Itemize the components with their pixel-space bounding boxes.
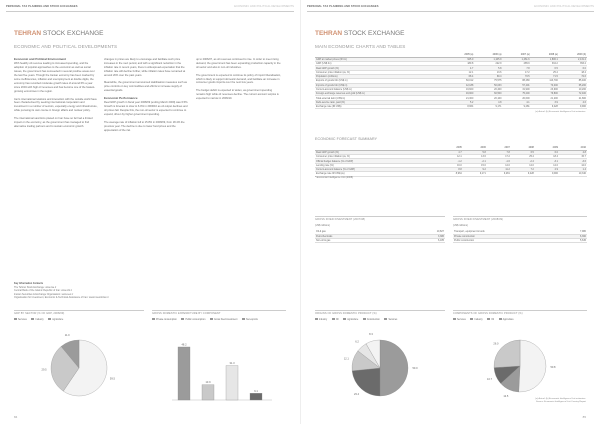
table-header-cell: 2009 bbox=[535, 146, 559, 150]
table-cell: 6.0 bbox=[535, 150, 559, 154]
bar-value-label: 13.9 bbox=[205, 381, 211, 385]
table-header-cell: 2010 bbox=[559, 146, 587, 150]
figure-title: ORIGINS OF GROSS DOMESTIC PRODUCT (%) bbox=[315, 312, 377, 315]
table-cell: 18.4 bbox=[535, 155, 559, 159]
table-cell: 88,480 bbox=[502, 79, 530, 83]
table-cell: 925.0 bbox=[446, 57, 474, 61]
forecast-title: ECONOMIC FORECAST SUMMARY bbox=[315, 137, 378, 141]
paragraph: up to 2006/07, as oil revenues continued to rise. In order to meet rising demand, the government has been expanding production capacity in the oil sector and also in non-oil industries. bbox=[196, 58, 281, 69]
table-cell: 189.8 bbox=[446, 62, 474, 66]
legend-label: Gross fixed investment bbox=[214, 318, 238, 321]
table-cell: -1.2 bbox=[439, 159, 463, 163]
bar bbox=[178, 347, 190, 400]
table-cell: 8,964 bbox=[439, 172, 463, 176]
table-cell: 20,400 bbox=[474, 87, 502, 91]
table-cell: 4.8 bbox=[474, 100, 502, 104]
pie-chart bbox=[14, 328, 144, 408]
pie-slice-label: 12.5 bbox=[503, 394, 509, 398]
table-cell: Current-account balance (% of GDP) bbox=[315, 167, 439, 171]
legend-label: Industry bbox=[35, 318, 44, 321]
figure-legend bbox=[152, 318, 286, 321]
table-cell: 60,012 bbox=[446, 79, 474, 83]
key-information-line: The Tehran Stock Exchange: www.tse.ir bbox=[14, 285, 57, 289]
table-cell: 21,800 bbox=[559, 96, 587, 100]
table-cell: Exchange rate (IR:US$) bbox=[315, 105, 446, 109]
table-cell: 15.7 bbox=[559, 155, 587, 159]
table-cell: 12.0 bbox=[535, 163, 559, 167]
table-cell: 10,340 bbox=[559, 172, 587, 176]
table-cell: 17.2 bbox=[487, 155, 511, 159]
bar bbox=[250, 393, 262, 400]
table-cell: 2.9 bbox=[535, 167, 559, 171]
table-cell: 6,360 bbox=[561, 234, 587, 238]
small-table-unit: (US$ millions) bbox=[315, 224, 330, 227]
legend-swatch bbox=[31, 318, 34, 320]
page-title bbox=[14, 30, 103, 37]
table-cell: Imports of goods fob (US$ m) bbox=[315, 83, 446, 87]
economic-indicators-table bbox=[315, 53, 587, 109]
table-cell: 31,900 bbox=[502, 87, 530, 91]
page-number: 84 bbox=[14, 415, 18, 419]
table-cell: Consumer price inflation (av, %) bbox=[315, 155, 439, 159]
table-cell: 9,281 bbox=[487, 172, 511, 176]
paragraph: changes in prices are likely to encourage and facilitate such price increases in the next period, and with a significant reduction in the inflation rate in recent years, there is widespread expectation that the inflation rate will decline further, while inflation rates have remained at around 20% over the past years. bbox=[104, 58, 186, 77]
source-note: (a) Actual. (b) Economist Intelligence Unit estimates. Source: Economist Intelligence Unit Country Report bbox=[535, 398, 586, 404]
header-rule bbox=[6, 11, 294, 12]
paragraph: The budget deficit is expected to widen, as government spending remains high while oil revenues decline. The current account surplus is expected to narrow in 2009/10. bbox=[196, 89, 279, 101]
table-cell: 1.4 bbox=[559, 167, 587, 171]
column-heading: Economic Performance bbox=[104, 96, 138, 101]
table-cell: 9,428 bbox=[511, 172, 535, 176]
figure-rule bbox=[453, 216, 587, 217]
page-number: 85 bbox=[582, 415, 586, 419]
table-cell: Transport, equipment & tools bbox=[453, 230, 561, 234]
pie-slice bbox=[352, 368, 380, 396]
legend-swatch bbox=[48, 318, 51, 320]
figure-title: GROSS DOMESTIC EXPENDITURE BY COMPONENT bbox=[152, 312, 221, 315]
pie-slice-label: 23.4 bbox=[353, 392, 360, 396]
table-cell: 46,900 bbox=[446, 92, 474, 96]
column-heading: Economic and Political Environment bbox=[14, 57, 67, 61]
pie-slice-label: 10.7 bbox=[487, 377, 493, 381]
bar bbox=[202, 385, 214, 400]
figure-legend bbox=[453, 318, 587, 321]
table-cell: Exports of goods fob (US$ m) bbox=[315, 79, 446, 83]
table-cell: 12.1 bbox=[446, 70, 474, 74]
legend-swatch bbox=[332, 318, 335, 320]
legend-swatch bbox=[499, 318, 502, 320]
running-header-title: PERSONAL TAX PLANNING AND STOCK EXCHANGES bbox=[307, 5, 379, 8]
table-cell: 50,033 bbox=[474, 83, 502, 87]
table-source: (a) Actual. (b) Economist Intelligence Unit estimates. bbox=[535, 111, 586, 113]
page-title-rest: STOCK EXCHANGE bbox=[342, 30, 405, 37]
legend-label: Services bbox=[388, 318, 398, 321]
table-cell: 12.1 bbox=[439, 155, 463, 159]
key-information-line: Central Bank of the Islamic Republic of Iran: www.cbi.ir bbox=[14, 289, 73, 293]
pie-chart bbox=[315, 330, 445, 406]
page-title bbox=[315, 30, 404, 37]
table-cell: 7.8 bbox=[487, 150, 511, 154]
header-rule bbox=[307, 11, 594, 12]
table-header-cell: 2008 bbox=[511, 146, 535, 150]
table-cell: Private construction bbox=[453, 234, 561, 238]
running-header-section: ECONOMIC AND POLITICAL DEVELOPMENTS bbox=[234, 5, 294, 8]
table-row bbox=[315, 172, 587, 176]
legend-swatch bbox=[181, 318, 184, 320]
legend-swatch bbox=[242, 318, 245, 320]
legend-swatch bbox=[363, 318, 366, 320]
table-cell: 75,200 bbox=[502, 92, 530, 96]
paragraph: The international sanctions placed on Iran have so far had a limited impact on the economy, as the government has managed to find alternative trading partners and to sustain economic growth. bbox=[14, 117, 93, 128]
table-cell: 353.2 bbox=[559, 62, 587, 66]
figure-rule bbox=[453, 310, 587, 311]
table-cell: -3.6 bbox=[559, 159, 587, 163]
table-cell: 17.2 bbox=[502, 70, 530, 74]
table-cell: 42,188 bbox=[446, 83, 474, 87]
table-cell: Lending rate (%) bbox=[315, 163, 439, 167]
legend-label: Agriculture bbox=[52, 318, 64, 321]
table-header-cell: 2007 bbox=[487, 146, 511, 150]
table-cell: 7,980 bbox=[561, 230, 587, 234]
table-cell: 60,500 bbox=[474, 92, 502, 96]
table-cell: 5,645 bbox=[561, 239, 587, 243]
table-cell: 9,428 bbox=[531, 105, 559, 109]
table-cell: Total external debt (US$ m) bbox=[315, 96, 446, 100]
table-cell: Non-oil & gas bbox=[315, 239, 401, 243]
table-cell: 15.0 bbox=[463, 163, 487, 167]
table-cell: 1,105.9 bbox=[474, 57, 502, 61]
table-cell: 85,400 bbox=[559, 79, 587, 83]
table-cell: 20,100 bbox=[474, 96, 502, 100]
table-cell: 13.6 bbox=[474, 70, 502, 74]
pie-slice-label: 6.2 bbox=[355, 340, 359, 344]
key-information bbox=[14, 282, 214, 300]
bar-value-label: 31.3 bbox=[229, 362, 235, 366]
paragraph: The average rate of inflation fell to 15.8% in 2008/09, from 18.4% the previous year. The decline is due to lower food prices and the appreciation of the rial. bbox=[104, 120, 185, 132]
table-cell: 113,700 bbox=[531, 79, 559, 83]
small-table-unit: (US$ millions) bbox=[453, 224, 468, 227]
table-header-cell: 2005 bbox=[439, 146, 463, 150]
table-cell: Foreign-exchange reserves excl gold (US$ m) bbox=[315, 92, 446, 96]
table-cell: -2.4 bbox=[511, 159, 535, 163]
paragraph: The government is expected to continue its policy of import liberalisation, which is likely to support domestic demand, and facilitate an increase in consumer goods imports over the next few years. bbox=[196, 73, 281, 85]
table-cell: 7.8 bbox=[502, 66, 530, 70]
table-cell: GDP (US$ bn) bbox=[315, 62, 446, 66]
figure-title: COMPONENTS OF GROSS DOMESTIC PRODUCT (%) bbox=[453, 312, 523, 315]
legend-label: Services bbox=[18, 318, 27, 321]
table-cell: 1,461.6 bbox=[502, 57, 530, 61]
table-cell: 69.4 bbox=[474, 74, 502, 78]
table-cell: 68.4 bbox=[446, 74, 474, 78]
table-cell: 5.2 bbox=[446, 100, 474, 104]
table-cell: 72.6 bbox=[559, 74, 587, 78]
page-title-accent: TEHRAN bbox=[315, 30, 343, 37]
forecast-footnote: * Economist Intelligence Unit (2008) bbox=[315, 176, 354, 179]
table-cell: Current-account balance (US$ m) bbox=[315, 87, 446, 91]
table-cell: 21,300 bbox=[446, 96, 474, 100]
right-page bbox=[300, 0, 600, 424]
table-cell: 9,281 bbox=[502, 105, 530, 109]
table-cell: 57,401 bbox=[502, 83, 530, 87]
table-cell: 9,171 bbox=[474, 105, 502, 109]
table-cell: 79,800 bbox=[531, 92, 559, 96]
legend-swatch bbox=[470, 318, 473, 320]
figure-legend bbox=[14, 318, 144, 321]
paragraph: With healthy oil revenue leading to increased spending, and the adoption of populist approaches to the economic as well as social issues, the government has succeeded in several positive areas over the last five years. Though the Iranian economy has been marked by some inefficiencies, inflation and unemployment at double digits, the economy has recorded moderate growth rates of around 6% a year since 2004 with high oil revenues and has become one of the fastest-growing economies in the region. bbox=[14, 62, 96, 93]
text-column-1 bbox=[14, 58, 98, 133]
table-cell: 7.2 bbox=[511, 167, 535, 171]
page-title-accent: TEHRAN bbox=[14, 30, 42, 37]
pie-slice-label: 11.0 bbox=[64, 334, 70, 338]
table-header-cell: 2008 (a) bbox=[531, 53, 559, 57]
legend-label: Oil bbox=[335, 318, 339, 321]
key-information-line: Iranian Securities & Exchange Organisation: www.seo.ir bbox=[14, 292, 74, 296]
legend-label: Net exports bbox=[246, 318, 258, 321]
table-cell: 9,900 bbox=[535, 172, 559, 176]
table-cell: 8.8 bbox=[439, 167, 463, 171]
small-table bbox=[453, 230, 587, 243]
legend-swatch bbox=[384, 318, 387, 320]
table-cell: -3.1 bbox=[535, 159, 559, 163]
small-table-title: GROSS FIXED INVESTMENT (2007/08) bbox=[315, 218, 366, 221]
table-cell: 6.5 bbox=[531, 66, 559, 70]
legend-swatch bbox=[315, 318, 318, 320]
section-title: MAIN ECONOMIC CHARTS AND TABLES bbox=[315, 44, 406, 49]
table-cell: 1,806.1 bbox=[531, 57, 559, 61]
pie-slice-label: 29.5 bbox=[41, 368, 47, 372]
bar bbox=[226, 366, 238, 400]
pie-slice-label: 50.8 bbox=[550, 365, 556, 369]
table-cell: 334.2 bbox=[531, 62, 559, 66]
legend-label: Oil bbox=[491, 318, 495, 321]
table-cell: 11.2 bbox=[487, 167, 511, 171]
table-cell: 9.2 bbox=[463, 167, 487, 171]
table-cell: 3.9 bbox=[531, 100, 559, 104]
table-cell: Petrochemicals bbox=[315, 234, 401, 238]
table-cell: 9,900 bbox=[559, 105, 587, 109]
table-cell: Population (millions) bbox=[315, 74, 446, 78]
legend-label: Construction bbox=[366, 318, 380, 321]
table-cell: 6,185 bbox=[401, 239, 445, 243]
table-cell: 4.7 bbox=[439, 150, 463, 154]
table-cell: 65,200 bbox=[559, 83, 587, 87]
legend-swatch bbox=[487, 318, 490, 320]
legend-swatch bbox=[14, 318, 17, 320]
table-cell: Real GDP growth (%) bbox=[315, 150, 439, 154]
pie-slice-label: 8.3 bbox=[369, 333, 373, 337]
text-column-2 bbox=[104, 58, 190, 137]
table-cell: 70,400 bbox=[531, 83, 559, 87]
table-cell: 4.1 bbox=[502, 100, 530, 104]
figure-rule bbox=[152, 310, 286, 311]
table-cell: 5.8 bbox=[463, 150, 487, 154]
pie-slice bbox=[519, 340, 546, 392]
table-cell: -2.1 bbox=[463, 159, 487, 163]
pie-slice-label: 12.1 bbox=[343, 357, 349, 361]
table-cell: 75,575 bbox=[474, 79, 502, 83]
bar-value-label: 6.1 bbox=[254, 389, 258, 393]
table-cell: 25.4 bbox=[531, 70, 559, 74]
table-cell: 4.7 bbox=[446, 66, 474, 70]
table-cell: 14.0 bbox=[487, 163, 511, 167]
table-cell: Oil & gas bbox=[315, 230, 401, 234]
table-cell: 6.0 bbox=[559, 66, 587, 70]
table-cell: 16.0 bbox=[439, 163, 463, 167]
table-cell: 18.4 bbox=[559, 70, 587, 74]
table-cell: 16,600 bbox=[446, 87, 474, 91]
figure-legend bbox=[315, 318, 445, 321]
table-row bbox=[453, 239, 587, 243]
table-cell: 13.6 bbox=[463, 155, 487, 159]
table-cell: 12.0 bbox=[559, 163, 587, 167]
pie-slice-label: 50.0 bbox=[412, 367, 418, 370]
table-cell: 3,386 bbox=[401, 234, 445, 238]
table-cell: 12.0 bbox=[511, 163, 535, 167]
pie-slice bbox=[380, 340, 408, 396]
table-cell: Debt-service ratio, paid (%) bbox=[315, 100, 446, 104]
legend-label: Industry bbox=[319, 318, 328, 321]
table-cell: 21,200 bbox=[531, 96, 559, 100]
paragraph: Iran's international relations and interaction with the outside world have been characterised by seeking international cooperation and investment in a number of sectors, especially energy and infrastructure, while pursuing its own course in foreign affairs and nuclear policy. bbox=[14, 97, 98, 113]
table-cell: 8,964 bbox=[446, 105, 474, 109]
legend-label: Public consumption bbox=[185, 318, 206, 321]
table-cell: GDP at market prices (IR trn) bbox=[315, 57, 446, 61]
pie-slice-label: 26.0 bbox=[493, 342, 499, 346]
figure-rule bbox=[14, 310, 144, 311]
table-cell: 71.5 bbox=[531, 74, 559, 78]
table-cell: 4.6 bbox=[559, 100, 587, 104]
table-cell: Consumer price inflation (av, %) bbox=[315, 70, 446, 74]
running-header-title: PERSONAL TAX PLANNING AND STOCK EXCHANGES bbox=[6, 5, 78, 8]
table-cell: Exchange rate IR:US$ (av) bbox=[315, 172, 439, 176]
legend-label: Private consumption bbox=[156, 318, 177, 321]
table-header-cell: 2009 (b) bbox=[559, 53, 587, 57]
pie-chart bbox=[453, 330, 587, 400]
table-row bbox=[315, 239, 445, 243]
table-cell: 72,400 bbox=[559, 92, 587, 96]
table-cell: 222.9 bbox=[474, 62, 502, 66]
table-row bbox=[315, 105, 587, 109]
legend-label: Industry bbox=[474, 318, 483, 321]
section-title: ECONOMIC AND POLITICAL DEVELOPMENTS bbox=[14, 44, 118, 49]
table-cell: 20,600 bbox=[502, 96, 530, 100]
table-cell: 10,200 bbox=[559, 87, 587, 91]
bar-chart bbox=[152, 328, 286, 408]
paragraph: Meanwhile, the government announced stabilisation measures such as price controls on key commodities and efforts to increase supply of essential goods. bbox=[104, 81, 187, 93]
forecast-table bbox=[315, 146, 587, 177]
legend-label: Agriculture bbox=[502, 318, 514, 321]
table-cell: 5.8 bbox=[474, 66, 502, 70]
pie-slice-label: 59.5 bbox=[109, 377, 115, 381]
legend-swatch bbox=[343, 318, 346, 320]
table-header-cell: 2007 (a) bbox=[502, 53, 530, 57]
table-header-cell: 2005 (a) bbox=[446, 53, 474, 57]
legend-label: Agriculture bbox=[347, 318, 359, 321]
figure-rule bbox=[315, 216, 445, 217]
table-cell: 6.5 bbox=[511, 150, 535, 154]
legend-label: Services bbox=[457, 318, 466, 321]
figure-title: GDP BY SECTOR (% OF GDP, 2008/09) bbox=[14, 312, 65, 315]
paragraph: Real GDP growth in fiscal year 2008/09 (ending March 2009) was 6.5%. Growth is forecast to slow to 6.0% in 2009/10 as oil output declines and oil prices fall. Despite this, the non-oil sector is expected to continue to expand, driven by higher government spending. bbox=[104, 101, 189, 117]
table-cell: -1.6 bbox=[487, 159, 511, 163]
page-title-rest: STOCK EXCHANGE bbox=[41, 30, 104, 37]
table-cell: 25.4 bbox=[511, 155, 535, 159]
bar-value-label: 48.2 bbox=[181, 343, 187, 347]
running-header-section: ECONOMIC AND POLITICAL DEVELOPMENTS bbox=[534, 5, 594, 8]
legend-swatch bbox=[453, 318, 456, 320]
table-cell: Official budget balance (% of GDP) bbox=[315, 159, 439, 163]
table-cell: 23,900 bbox=[531, 87, 559, 91]
figure-rule bbox=[315, 310, 445, 311]
table-cell: 4.8 bbox=[559, 150, 587, 154]
table-cell: 2,131.2 bbox=[559, 57, 587, 61]
key-information-heading: Key Information Contacts bbox=[14, 282, 44, 285]
table-cell: Real GDP growth (%) bbox=[315, 66, 446, 70]
table-header-cell: 2006 (a) bbox=[474, 53, 502, 57]
key-information-line: Organisation for Investment, Economic & Technical Assistance of Iran: www.investiniran.ir bbox=[14, 296, 109, 300]
table-cell: Public construction bbox=[453, 239, 561, 243]
table-cell: 10,827 bbox=[401, 230, 445, 234]
table-cell: 9,171 bbox=[463, 172, 487, 176]
text-column-3 bbox=[196, 58, 282, 105]
legend-swatch bbox=[210, 318, 213, 320]
table-header-cell: 2006 bbox=[463, 146, 487, 150]
small-table-title: GROSS FIXED INVESTMENT (2008/09) bbox=[453, 218, 504, 221]
small-table bbox=[315, 230, 445, 243]
table-cell: 70.5 bbox=[502, 74, 530, 78]
legend-swatch bbox=[152, 318, 155, 320]
table-cell: 285.9 bbox=[502, 62, 530, 66]
